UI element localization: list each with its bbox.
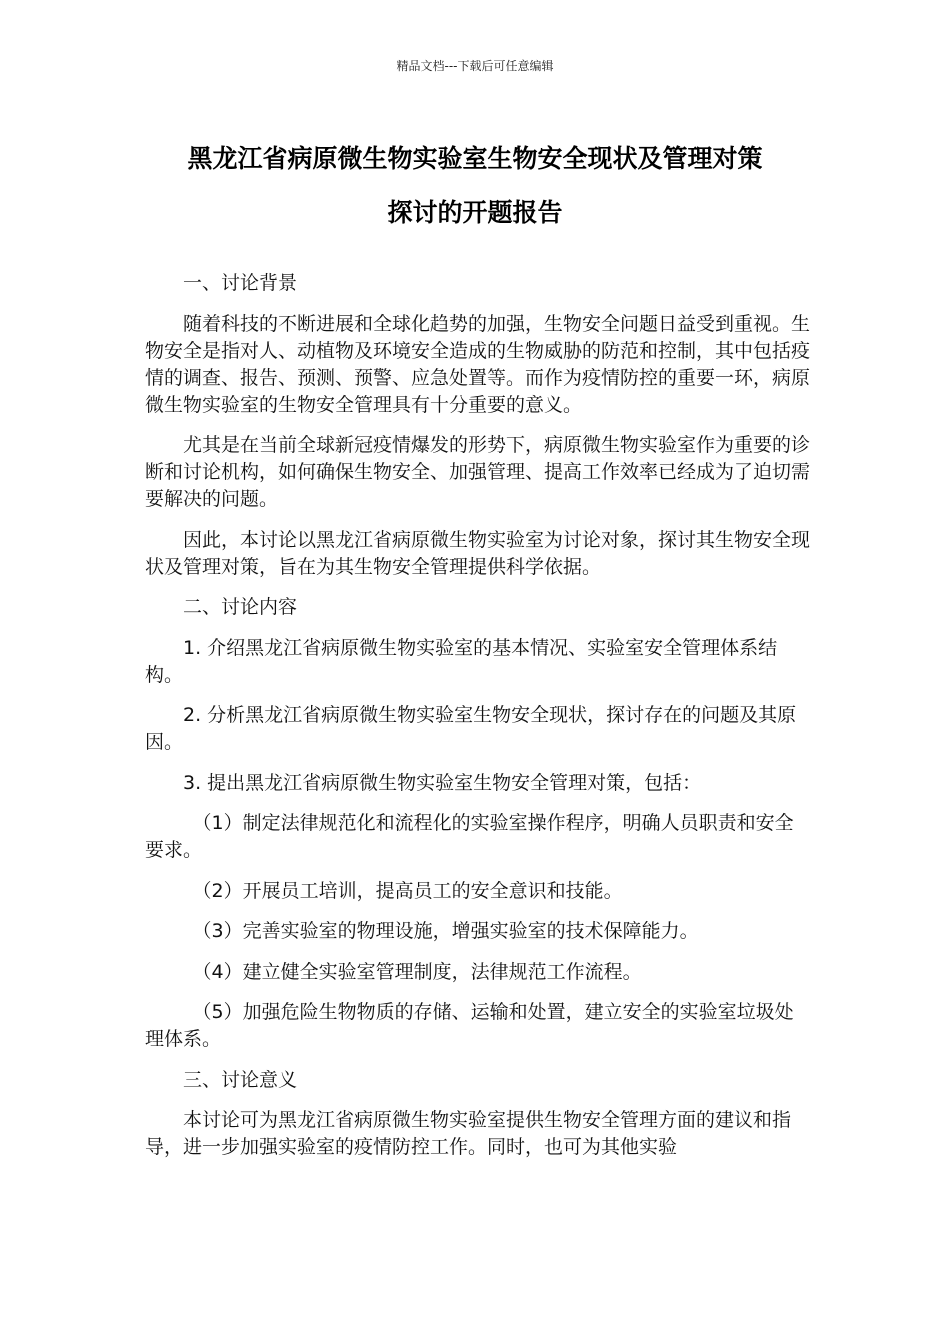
page-header: 精品文档---下载后可任意编辑 <box>396 59 554 73</box>
list-item: 3. 提出黑龙江省病原微生物实验室生物安全管理对策，包括： <box>183 771 702 794</box>
list-item: 1. 介绍黑龙江省病原微生物实验室的基本情况、实验室安全管理体系结构。 <box>145 636 778 686</box>
sub-list-item: （2）开展员工培训，提高员工的安全意识和技能。 <box>192 879 623 902</box>
document-title-line-1: 黑龙江省病原微生物实验室生物安全现状及管理对策 <box>187 144 763 173</box>
list-item: 2. 分析黑龙江省病原微生物实验室生物安全现状，探讨存在的问题及其原因。 <box>145 704 797 753</box>
section-heading-content: 二、讨论内容 <box>183 596 298 618</box>
document-title-line-2: 探讨的开题报告 <box>387 198 563 227</box>
document-title <box>100 132 850 240</box>
section-heading-background: 一、讨论背景 <box>183 272 298 294</box>
section-heading-significance: 三、讨论意义 <box>183 1068 298 1091</box>
sub-list-item: （5）加强危险生物物质的存储、运输和处置，建立安全的实验室垃圾处理体系。 <box>145 1001 794 1050</box>
sub-list-item: （1）制定法律规范化和流程化的实验室操作程序，明确人员职责和安全要求。 <box>145 812 794 861</box>
paragraph: 本讨论可为黑龙江省病原微生物实验室提供生物安全管理方面的建议和指导，进一步加强实验室的疫情防控工作。同时，也可为其他实验 <box>145 1109 792 1158</box>
paragraph: 因此，本讨论以黑龙江省病原微生物实验室为讨论对象，探讨其生物安全现状及管理对策，旨在为其生物安全管理提供科学依据。 <box>145 528 811 578</box>
paragraph: 尤其是在当前全球新冠疫情爆发的形势下，病原微生物实验室作为重要的诊断和讨论机构，如何确保生物安全、加强管理、提高工作效率已经成为了迫切需要解决的问题。 <box>145 434 811 510</box>
paragraph: 随着科技的不断进展和全球化趋势的加强，生物安全问题日益受到重视。生物安全是指对人、动植物及环境安全造成的生物威胁的防范和控制，其中包括疫情的调查、报告、预测、预警、应急处置等。而作为疫情防控的重要一环，病原微生物实验室的生物安全管理具有十分重要的意义。 <box>145 312 811 416</box>
sub-list-item: （3）完善实验室的物理设施，增强实验室的技术保障能力。 <box>192 920 699 942</box>
document-body <box>145 270 810 1175</box>
sub-list-item: （4）建立健全实验室管理制度，法律规范工作流程。 <box>192 960 642 983</box>
